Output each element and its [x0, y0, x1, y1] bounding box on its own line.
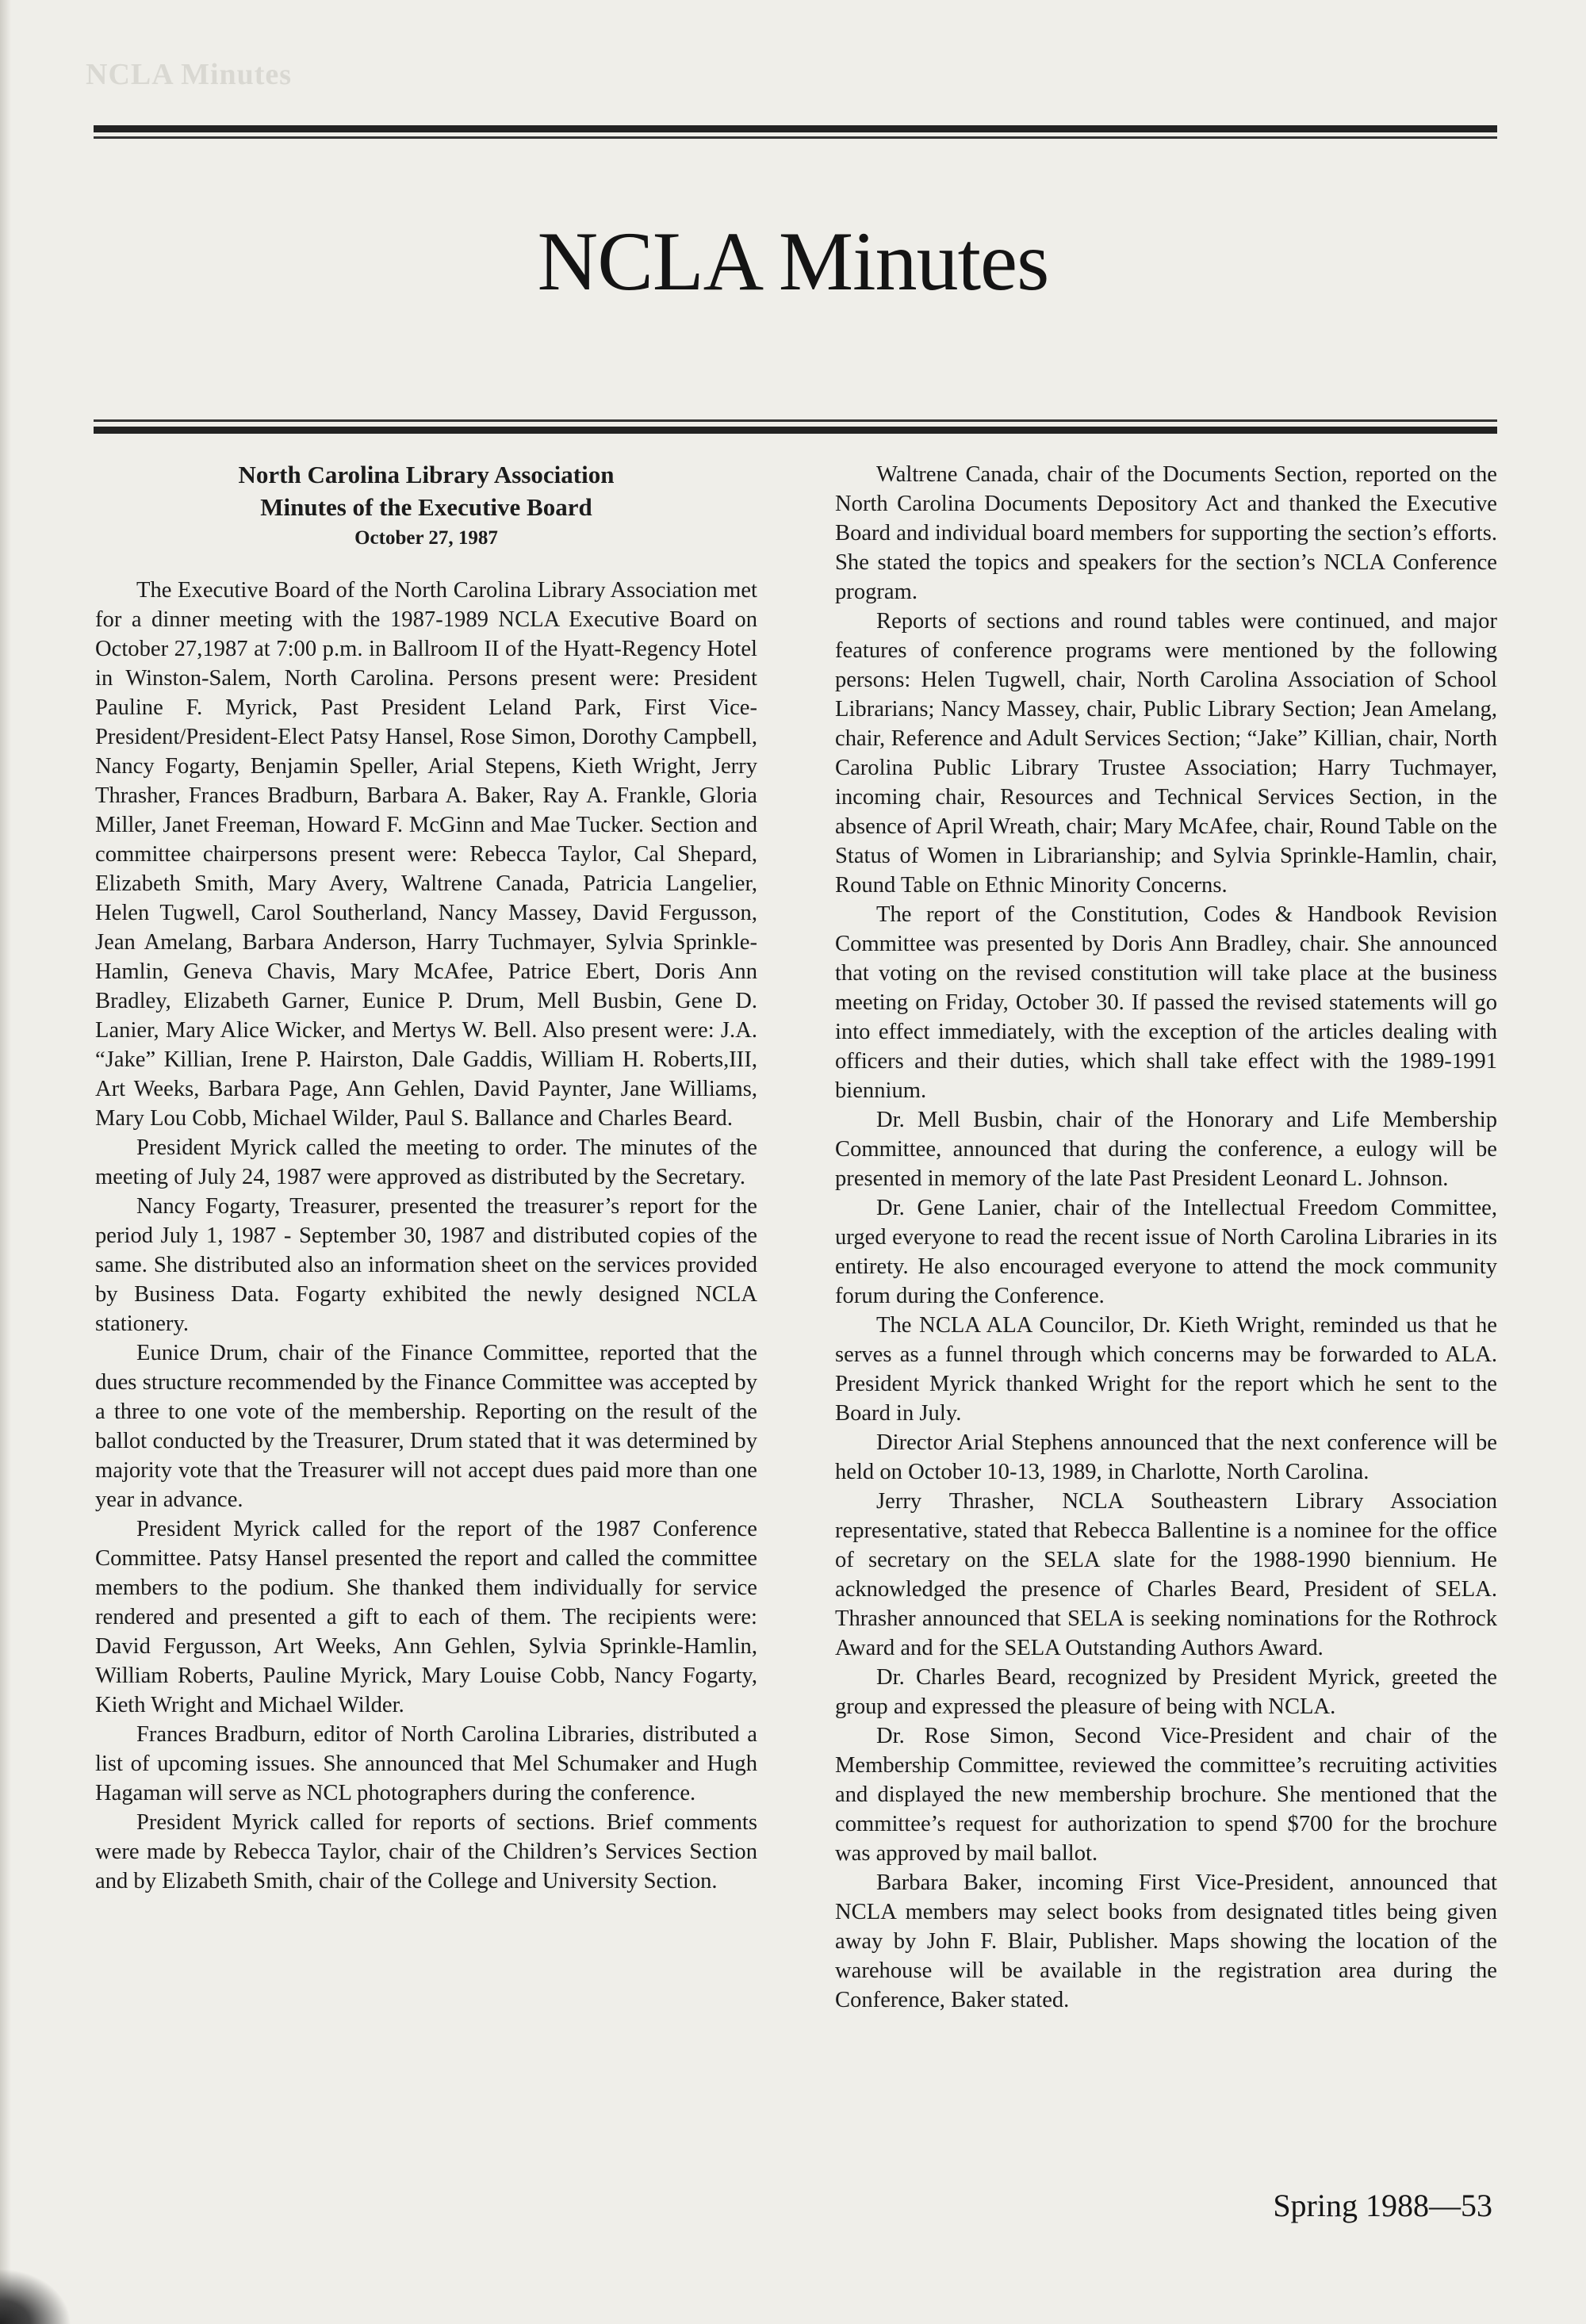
paragraph: The Executive Board of the North Carolina Library Association met for a dinner meeting with the 1987-1989 NCLA Executive Board on October 27,1987 at 7:00 p.m. in Ballroom II of the Hyatt-Regency Hotel in Winston-Salem, North Carolina. Persons present were: President Pauline F. Myrick, Past President Leland Park, First Vice-President/President-Elect Patsy Hansel, Rose Simon, Dorothy Campbell, Nancy Fogarty, Benjamin Speller, Arial Stepens, Kieth Wright, Jerry Thrasher, Frances Bradburn, Barbara A. Baker, Ray A. Frankle, Gloria Miller, Janet Freeman, Howard F. McGinn and Mae Tucker. Section and committee chairpersons present were: Rebecca Taylor, Cal Shepard, Elizabeth Smith, Mary Avery, Waltrene Canada, Patricia Langelier, Helen Tugwell, Carol Southerland, Nancy Massey, David Fergusson, Jean Amelang, Barbara Anderson, Harry Tuchmayer, Sylvia Sprinkle-Hamlin, Geneva Chavis, Mary McAfee, Patrice Ebert, Doris Ann Bradley, Elizabeth Garner, Eunice P. Drum, Mell Busbin, Gene D. Lanier, Mary Alice Wicker, and Mertys W. Bell. Also present were: J.A. “Jake” Killian, Irene P. Hairston, Dale Gaddis, William H. Roberts,III, Art Weeks, Barbara Page, Ann Gehlen, David Paynter, Jane Williams, Mary Lou Cobb, Michael Wilder, Paul S. Ballance and Charles Beard. — [95, 578, 757, 1131]
paragraph: President Myrick called the meeting to order. The minutes of the meeting of July 24, 1987 were approved as distributed by the Secretary. — [95, 1135, 757, 1189]
article-heading — [95, 458, 757, 552]
page-title: NCLA Minutes — [537, 215, 1049, 308]
paragraph: The NCLA ALA Councilor, Dr. Kieth Wright, reminded us that he serves as a funnel through which concerns may be forwarded to ALA. President Myrick thanked Wright for the report which he sent to the Board in July. — [835, 1313, 1497, 1426]
heading-date: October 27, 1987 — [354, 527, 498, 549]
paragraph: Nancy Fogarty, Treasurer, presented the treasurer’s report for the period July 1, 1987 - September 30, 1987 and distributed copies of the same. She distributed also an information sheet on the services provided by Business Data. Fogarty exhibited the newly designed NCLA stationery. — [95, 1194, 757, 1336]
top-rule — [94, 125, 1497, 132]
paragraph: Jerry Thrasher, NCLA Southeastern Library Association representative, stated that Rebecca Ballentine is a nominee for the office of secretary on the SELA slate for the 1988-1990 biennium. He acknowledged the presence of Charles Beard, President of SELA. Thrasher announced that SELA is seeking nominations for the Rothrock Award and for the SELA Outstanding Authors Award. — [835, 1489, 1497, 1660]
scan-corner — [0, 2268, 71, 2324]
paragraph: President Myrick called for reports of sections. Brief comments were made by Rebecca Taylor, chair of the Children’s Services Section and by Elizabeth Smith, chair of the College and University Section. — [95, 1810, 757, 1893]
paragraph: Reports of sections and round tables were continued, and major features of conference programs were mentioned by the following persons: Helen Tugwell, chair, North Carolina Association of School Librarians; Nancy Massey, chair, Public Library Section; Jean Amelang, chair, Reference and Adult Services Section; “Jake” Killian, chair, North Carolina Public Library Trustee Association; Harry Tuchmayer, incoming chair, Resources and Technical Services Section, in the absence of April Wreath, chair; Mary McAfee, chair, Round Table on the Status of Women in Librarianship; and Sylvia Sprinkle-Hamlin, chair, Round Table on Ethnic Minority Concerns. — [835, 609, 1497, 898]
paragraph: President Myrick called for the report of the 1987 Conference Committee. Patsy Hansel presented the report and called the committee members to the podium. She thanked them individually for service rendered and presented a gift to each of them. The recipients were: David Fergusson, Art Weeks, Ann Gehlen, Sylvia Sprinkle-Hamlin, William Roberts, Pauline Myrick, Mary Louise Cobb, Nancy Fogarty, Kieth Wright and Michael Wilder. — [95, 1517, 757, 1717]
top-rule-thin — [94, 136, 1497, 139]
paragraph: Dr. Rose Simon, Second Vice-President and chair of the Membership Committee, reviewed the committee’s recruiting activities and displayed the new membership brochure. She mentioned that the committee’s request for authorization to spend $700 for the brochure was approved by mail ballot. — [835, 1724, 1497, 1866]
left-column — [95, 458, 757, 1896]
paragraph: Waltrene Canada, chair of the Documents Section, reported on the North Carolina Documents Depository Act and thanked the Executive Board and individual board members for supporting the section’s efforts. She stated the topics and speakers for the section’s NCLA Conference program. — [835, 462, 1497, 604]
paragraph: The report of the Constitution, Codes & Handbook Revision Committee was presented by Doris Ann Bradley, chair. She announced that voting on the revised constitution will take place at the business meeting on Friday, October 30. If passed the revised statements will go into effect immediately, with the exception of the articles dealing with officers and their duties, which shall take effect with the 1989-1991 biennium. — [835, 902, 1497, 1103]
paragraph: Dr. Charles Beard, recognized by President Myrick, greeted the group and expressed the pleasure of being with NCLA. — [835, 1665, 1497, 1719]
right-paragraphs — [835, 460, 1497, 2015]
paragraph: Eunice Drum, chair of the Finance Committee, reported that the dues structure recommended by the Finance Committee was accepted by a three to one vote of the membership. Reporting on the result of the ballot conducted by the Treasurer, Drum stated that it was determined by majority vote that the Treasurer will not accept dues paid more than one year in advance. — [95, 1341, 757, 1512]
right-column — [835, 460, 1497, 2015]
heading-line-1: North Carolina Library Association — [238, 461, 615, 488]
paragraph: Frances Bradburn, editor of North Carolina Libraries, distributed a list of upcoming issues. She announced that Mel Schumaker and Hugh Hagaman will serve as NCL photographers during the conference. — [95, 1722, 757, 1805]
heading-line-2: Minutes of the Executive Board — [260, 493, 592, 521]
mid-rule-thin — [94, 419, 1497, 422]
folio: Spring 1988—53 — [1273, 2188, 1492, 2223]
mid-rule — [94, 427, 1497, 434]
paragraph: Dr. Mell Busbin, chair of the Honorary and Life Membership Committee, announced that during the conference, a eulogy will be presented in memory of the late Past President Leonard L. Johnson. — [835, 1108, 1497, 1191]
paragraph: Director Arial Stephens announced that the next conference will be held on October 10-13, 1989, in Charlotte, North Carolina. — [835, 1430, 1497, 1484]
page-edge-shadow — [0, 0, 11, 2324]
paragraph: Dr. Gene Lanier, chair of the Intellectual Freedom Committee, urged everyone to read the recent issue of North Carolina Libraries in its entirety. He also encouraged everyone to attend the mock community forum during the Conference. — [835, 1196, 1497, 1308]
paragraph: Barbara Baker, incoming First Vice-President, announced that NCLA members may select books from designated titles being given away by John F. Blair, Publisher. Maps showing the location of the warehouse will be available in the registration area during the Conference, Baker stated. — [835, 1870, 1497, 2012]
left-paragraphs — [95, 576, 757, 1896]
show-through-header: NCLA Minutes — [86, 58, 293, 91]
